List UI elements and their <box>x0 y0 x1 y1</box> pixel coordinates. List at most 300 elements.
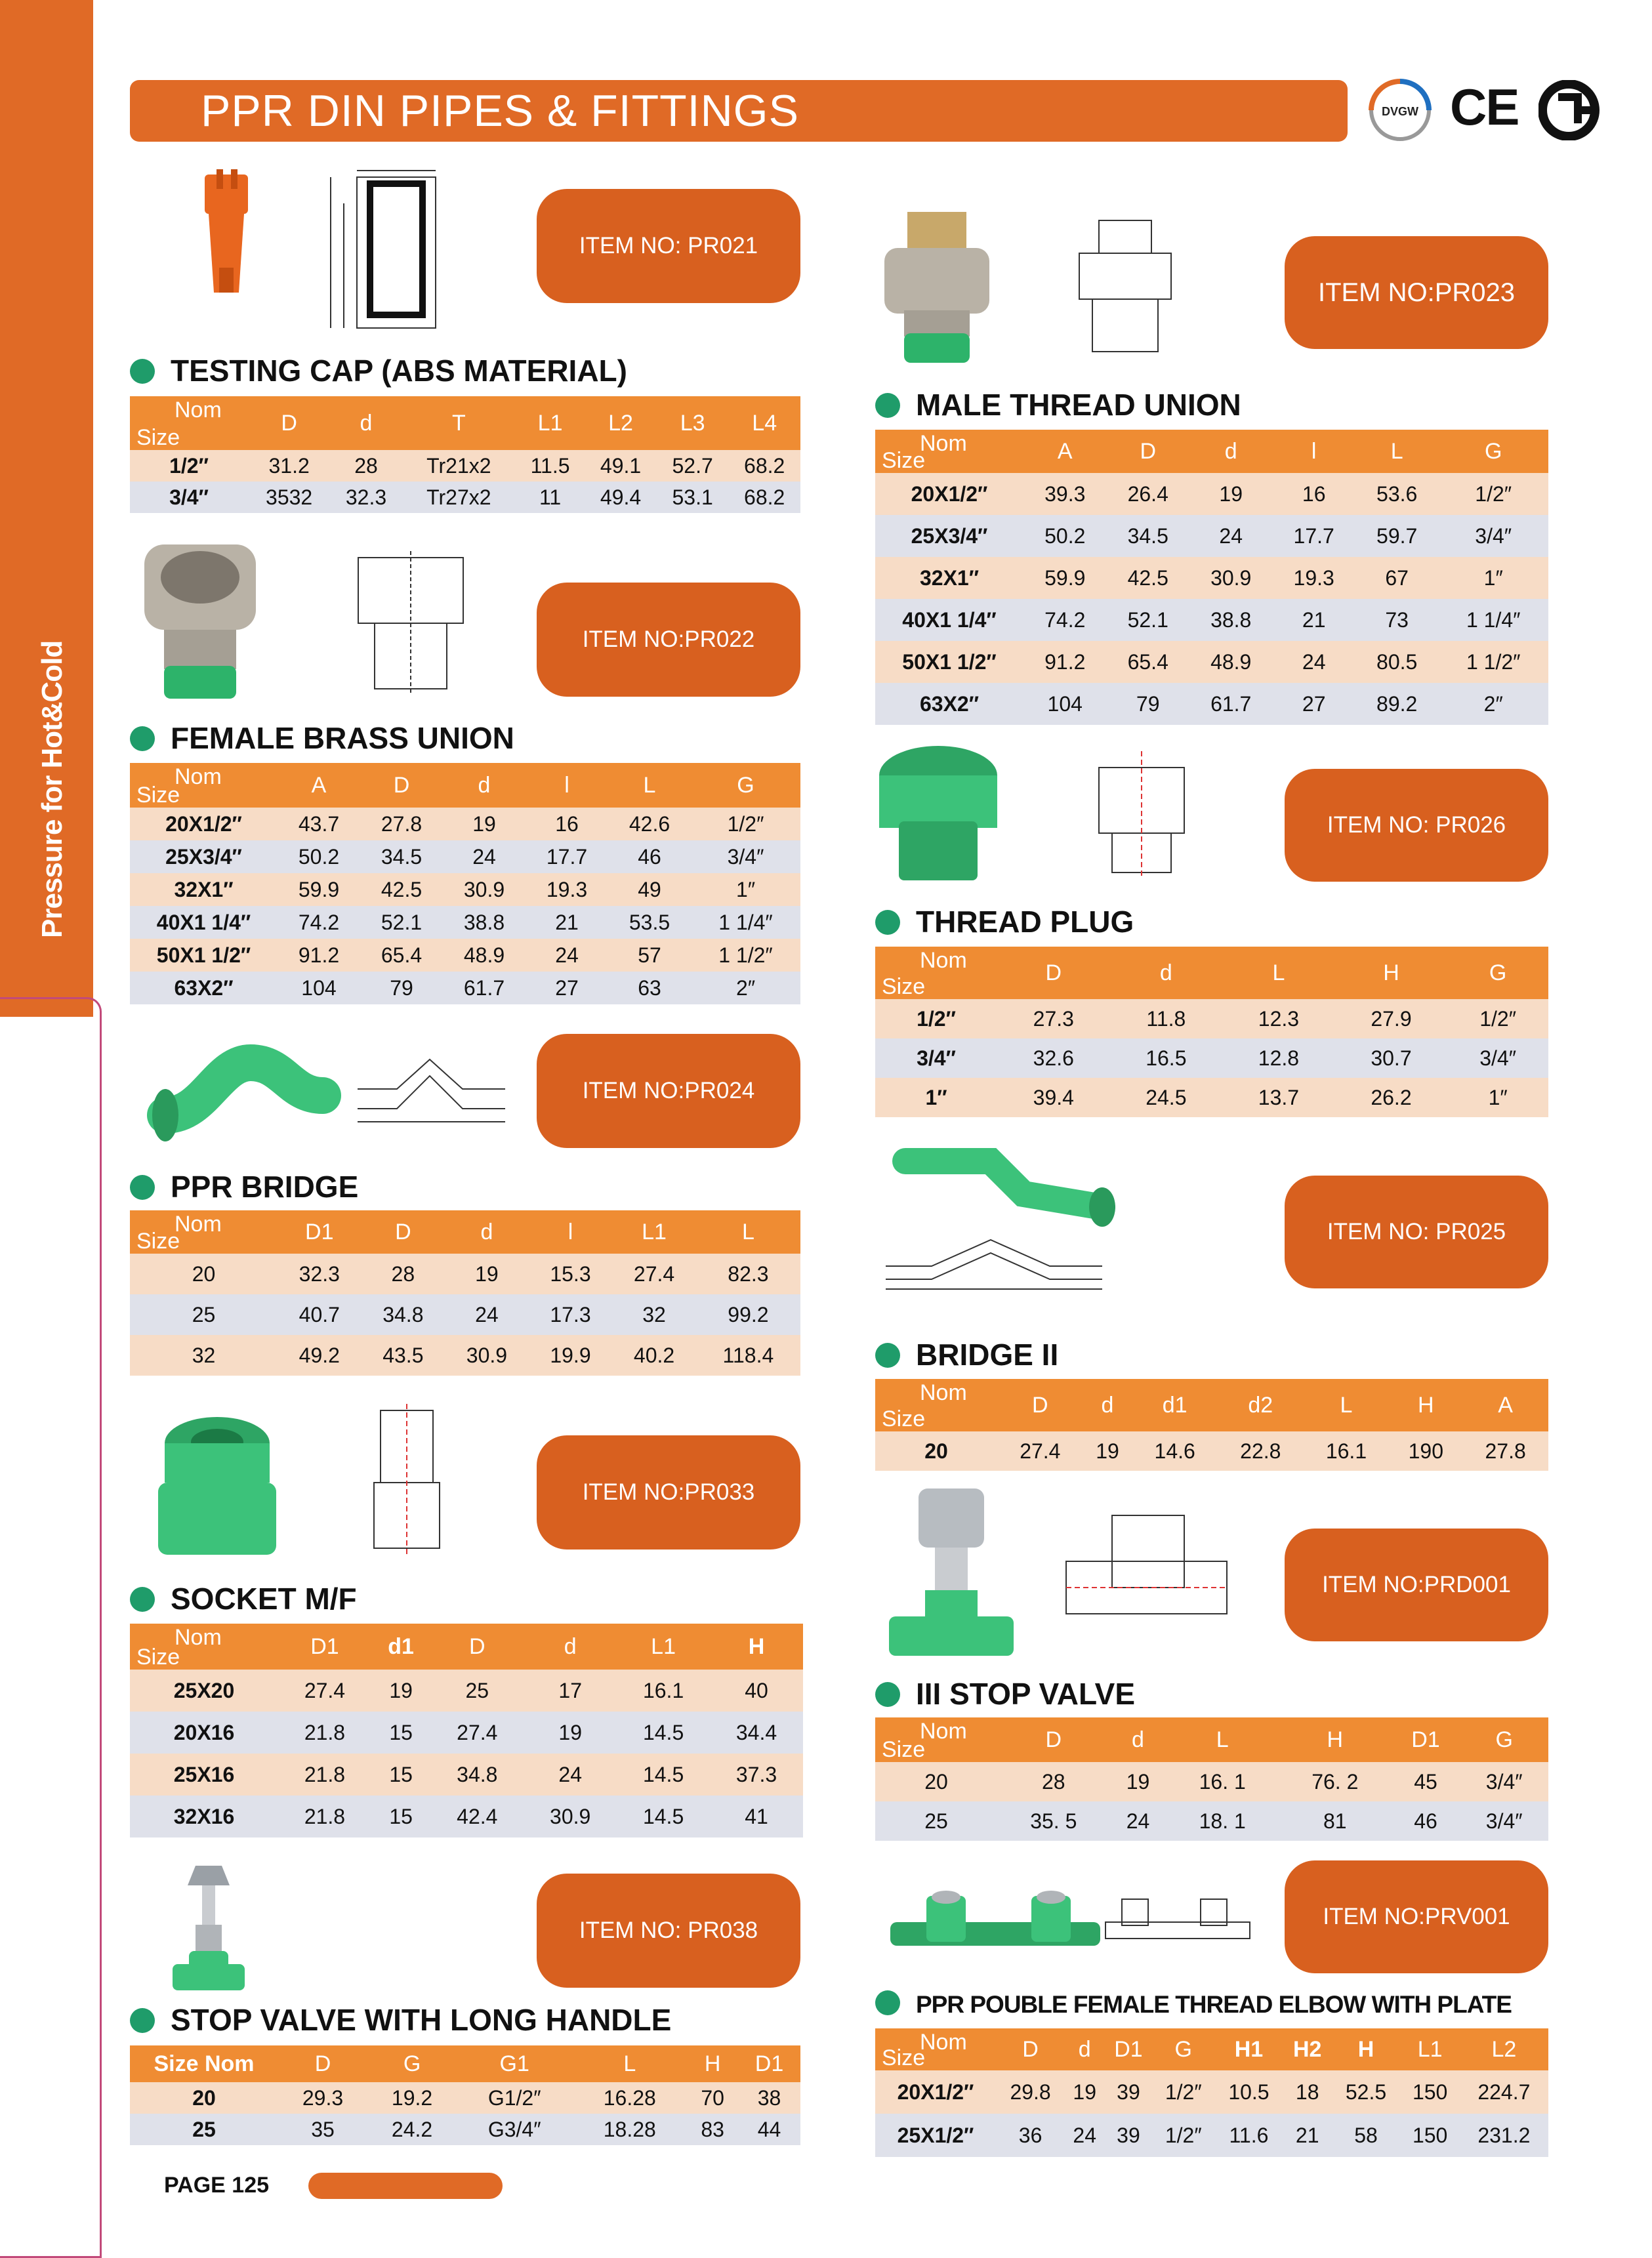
table-cell: 40.7 <box>278 1294 361 1335</box>
table-cell: 24.5 <box>1110 1078 1223 1117</box>
column-header: d2 <box>1218 1379 1304 1431</box>
table-cell: 30.9 <box>524 1796 617 1837</box>
column-header: A <box>278 763 360 808</box>
table-cell: 3532 <box>248 482 330 513</box>
table-cell: 63X2″ <box>130 972 278 1004</box>
table-cell: 34.8 <box>361 1294 445 1335</box>
table-cell: 32X1″ <box>130 873 278 906</box>
table-row <box>875 999 1548 1038</box>
column-header: D1 <box>1392 1717 1460 1762</box>
stop-valve-long-table <box>130 2045 800 2145</box>
table-cell: 24.2 <box>367 2114 457 2145</box>
column-header: D1 <box>278 1624 371 1670</box>
table-cell: 31.2 <box>248 450 330 482</box>
table-row <box>875 2070 1548 2114</box>
column-header: L1 <box>516 396 585 450</box>
item-pr025-badge: ITEM NO: PR025 <box>1285 1176 1548 1288</box>
section-title-testing-cap: TESTING CAP (ABS MATERIAL) <box>130 353 627 388</box>
table-cell: 27.4 <box>430 1712 524 1754</box>
nom-size-header: Nom Size <box>875 947 997 999</box>
table-cell: 40X1 1/4″ <box>130 906 278 939</box>
table-cell: 14.6 <box>1132 1431 1218 1471</box>
table-cell: 81 <box>1279 1801 1392 1841</box>
table-cell: 18.28 <box>572 2114 687 2145</box>
table-cell: 3/4″ <box>1460 1762 1548 1801</box>
nom-size-header: Nom Size <box>875 1379 997 1431</box>
table-cell: 24 <box>445 1294 529 1335</box>
table-cell: 21 <box>1283 2114 1331 2157</box>
table-cell: 83 <box>687 2114 738 2145</box>
table-cell: 42.4 <box>430 1796 524 1837</box>
column-header: H <box>687 2045 738 2082</box>
table-cell: 24 <box>1110 1801 1167 1841</box>
table-row <box>130 840 800 873</box>
table-row <box>875 2114 1548 2157</box>
table-cell: 50X1 1/2″ <box>875 641 1023 683</box>
ppr-bridge-photo <box>146 1037 342 1151</box>
table-cell: 48.9 <box>443 939 526 972</box>
thread-plug-photo <box>873 743 1004 884</box>
bullet-dot <box>875 1682 900 1707</box>
table-cell: 34.4 <box>710 1712 803 1754</box>
table-cell: 1 1/4″ <box>1438 599 1548 641</box>
table-cell: 104 <box>278 972 360 1004</box>
column-header: d <box>1065 2028 1104 2070</box>
table-cell: 16. 1 <box>1166 1762 1279 1801</box>
table-cell: 25X16 <box>130 1754 278 1796</box>
table-cell: 65.4 <box>360 939 443 972</box>
table-row <box>875 515 1548 557</box>
table-row <box>130 482 800 513</box>
column-header: d1 <box>1132 1379 1218 1431</box>
column-header: d1 <box>371 1624 430 1670</box>
table-cell: 46 <box>608 840 691 873</box>
item-prv001-badge: ITEM NO:PRV001 <box>1285 1860 1548 1973</box>
column-header: D <box>360 763 443 808</box>
table-cell: 49 <box>608 873 691 906</box>
table-cell: 76. 2 <box>1279 1762 1392 1801</box>
table-cell: 82.3 <box>696 1254 800 1294</box>
table-row <box>875 473 1548 515</box>
header-row <box>130 2045 800 2082</box>
nom-size-header: Nom Size <box>130 1624 278 1670</box>
column-header: L <box>696 1210 800 1254</box>
table-cell: 12.3 <box>1222 999 1335 1038</box>
column-header: D1 <box>278 1210 361 1254</box>
table-cell: 25 <box>875 1801 997 1841</box>
elbow-plate-drawing <box>1102 1889 1253 1955</box>
table-cell: 2″ <box>1438 683 1548 725</box>
table-cell: 39.3 <box>1023 473 1106 515</box>
table-cell: 30.7 <box>1335 1038 1448 1078</box>
table-cell: 52.1 <box>1106 599 1189 641</box>
table-cell: 39 <box>1104 2114 1152 2157</box>
table-cell: 20X1/2″ <box>875 473 1023 515</box>
table-cell: 36 <box>996 2114 1065 2157</box>
table-cell: 19 <box>371 1670 430 1712</box>
footer-bar <box>308 2173 503 2199</box>
thread-plug-table <box>875 947 1548 1117</box>
column-header: H1 <box>1214 2028 1283 2070</box>
table-cell: 30.9 <box>443 873 526 906</box>
table-cell: 32.6 <box>997 1038 1110 1078</box>
table-cell: 17.7 <box>1272 515 1355 557</box>
item-pr026-badge: ITEM NO: PR026 <box>1285 769 1548 882</box>
bullet-dot <box>130 1587 155 1612</box>
ppr-bridge-drawing <box>351 1050 512 1135</box>
table-cell: 19 <box>1065 2070 1104 2114</box>
column-header: G <box>1460 1717 1548 1762</box>
table-cell: 27.8 <box>1462 1431 1548 1471</box>
table-cell: 61.7 <box>1189 683 1272 725</box>
female-union-table <box>130 763 800 1004</box>
bullet-dot <box>130 726 155 751</box>
table-row <box>130 450 800 482</box>
column-header: H <box>1335 947 1448 999</box>
table-cell: 20X1/2″ <box>875 2070 996 2114</box>
table-cell: 67 <box>1355 557 1438 599</box>
column-header: L4 <box>728 396 800 450</box>
table-cell: 1 1/2″ <box>691 939 800 972</box>
nom-size-header: Nom Size <box>130 1210 278 1254</box>
column-header: L <box>572 2045 687 2082</box>
table-cell: 21.8 <box>278 1796 371 1837</box>
table-cell: 20X16 <box>130 1712 278 1754</box>
table-cell: 20 <box>130 1254 278 1294</box>
table-cell: 15.3 <box>529 1254 613 1294</box>
table-cell: 21 <box>526 906 608 939</box>
table-cell: 39.4 <box>997 1078 1110 1117</box>
item-pr022-badge: ITEM NO:PR022 <box>537 583 800 697</box>
table-cell: 1″ <box>1447 1078 1548 1117</box>
column-header: G <box>691 763 800 808</box>
table-cell: 38.8 <box>1189 599 1272 641</box>
column-header: G <box>1153 2028 1214 2070</box>
header-row <box>130 1210 800 1254</box>
item-prd001-badge: ITEM NO:PRD001 <box>1285 1529 1548 1641</box>
table-row <box>130 808 800 840</box>
table-cell: 32 <box>130 1335 278 1376</box>
column-header: D <box>996 2028 1065 2070</box>
table-cell: 1/2″ <box>1447 999 1548 1038</box>
table-cell: 79 <box>1106 683 1189 725</box>
table-cell: 32 <box>612 1294 696 1335</box>
table-cell: 16.1 <box>617 1670 710 1712</box>
table-cell: 16 <box>526 808 608 840</box>
table-row <box>130 906 800 939</box>
table-cell: 17.3 <box>529 1294 613 1335</box>
table-cell: 19 <box>445 1254 529 1294</box>
item-pr021-badge: ITEM NO: PR021 <box>537 189 800 303</box>
table-cell: 27 <box>526 972 608 1004</box>
testing-cap-photo <box>197 169 256 300</box>
table-cell: 50.2 <box>278 840 360 873</box>
column-header: d <box>330 396 402 450</box>
ppr-bridge-table <box>130 1210 800 1376</box>
table-row <box>130 2114 800 2145</box>
column-header: H <box>1279 1717 1392 1762</box>
column-header: G <box>1447 947 1548 999</box>
table-cell: Tr27x2 <box>402 482 516 513</box>
table-cell: 43.7 <box>278 808 360 840</box>
table-cell: 24 <box>1189 515 1272 557</box>
column-header: L1 <box>1401 2028 1460 2070</box>
table-cell: 19.3 <box>526 873 608 906</box>
column-header: D <box>278 2045 367 2082</box>
bridge2-photo <box>892 1141 1119 1233</box>
table-cell: 42.5 <box>1106 557 1189 599</box>
table-cell: 118.4 <box>696 1335 800 1376</box>
table-cell: 80.5 <box>1355 641 1438 683</box>
table-cell: 63 <box>608 972 691 1004</box>
table-cell: 25 <box>130 1294 278 1335</box>
table-cell: 3/4″ <box>130 482 248 513</box>
table-cell: 27.4 <box>997 1431 1083 1471</box>
table-row <box>130 972 800 1004</box>
table-cell: 34.5 <box>360 840 443 873</box>
socket-drawing <box>348 1397 466 1561</box>
table-cell: 39 <box>1104 2070 1152 2114</box>
table-cell: 26.4 <box>1106 473 1189 515</box>
table-cell: 74.2 <box>1023 599 1106 641</box>
stop-valve3-photo <box>886 1485 1017 1659</box>
column-header: L <box>1355 430 1438 473</box>
table-cell: 53.5 <box>608 906 691 939</box>
column-header: L2 <box>1460 2028 1548 2070</box>
table-cell: 1/2″ <box>875 999 997 1038</box>
table-cell: 34.8 <box>430 1754 524 1796</box>
table-cell: 65.4 <box>1106 641 1189 683</box>
table-cell: G3/4″ <box>457 2114 572 2145</box>
header-row <box>875 430 1548 473</box>
table-cell: 27.8 <box>360 808 443 840</box>
table-cell: 52.5 <box>1331 2070 1400 2114</box>
stop-valve3-table <box>875 1717 1548 1841</box>
size-nom-header: Size Nom <box>130 2045 278 2082</box>
table-row <box>875 557 1548 599</box>
table-row <box>130 1754 803 1796</box>
table-cell: 44 <box>738 2114 800 2145</box>
page-number: PAGE 125 <box>164 2173 270 2198</box>
header-row <box>875 1717 1548 1762</box>
table-cell: 190 <box>1389 1431 1462 1471</box>
table-cell: 32.3 <box>278 1254 361 1294</box>
table-cell: 27.9 <box>1335 999 1448 1038</box>
table-cell: 27.4 <box>278 1670 371 1712</box>
section-title-female-union: FEMALE BRASS UNION <box>130 720 514 756</box>
table-cell: 28 <box>361 1254 445 1294</box>
section-title-elbow-plate: PPR POUBLE FEMALE THREAD ELBOW WITH PLATE <box>875 1990 1512 2019</box>
bullet-dot <box>875 1343 900 1368</box>
page-frame <box>0 997 102 2258</box>
table-cell: 35. 5 <box>997 1801 1110 1841</box>
table-cell: 231.2 <box>1460 2114 1548 2157</box>
column-header: L <box>1222 947 1335 999</box>
table-cell: 57 <box>608 939 691 972</box>
table-cell: 68.2 <box>728 482 800 513</box>
table-row <box>875 641 1548 683</box>
table-row <box>130 873 800 906</box>
table-row <box>130 1294 800 1335</box>
table-row <box>130 1796 803 1837</box>
column-header: L2 <box>585 396 657 450</box>
female-union-photo <box>131 538 269 702</box>
table-row <box>875 1431 1548 1471</box>
bullet-dot <box>875 1990 900 2015</box>
table-cell: 29.8 <box>996 2070 1065 2114</box>
table-cell: 28 <box>330 450 402 482</box>
table-cell: 38.8 <box>443 906 526 939</box>
table-cell: 53.1 <box>657 482 729 513</box>
table-cell: 46 <box>1392 1801 1460 1841</box>
table-row <box>130 1335 800 1376</box>
nom-size-header: Nom Size <box>130 763 278 808</box>
sidebar-label <box>36 845 62 938</box>
table-cell: 2″ <box>691 972 800 1004</box>
table-cell: 19 <box>1083 1431 1132 1471</box>
table-cell: 32X16 <box>130 1796 278 1837</box>
bridge2-drawing <box>879 1227 1128 1292</box>
table-cell: 35 <box>278 2114 367 2145</box>
table-row <box>130 1670 803 1712</box>
table-cell: 22.8 <box>1218 1431 1304 1471</box>
column-header: D <box>248 396 330 450</box>
nom-size-header: Nom Size <box>875 1717 997 1762</box>
table-cell: 30.9 <box>445 1335 529 1376</box>
table-cell: 1/2″ <box>691 808 800 840</box>
table-cell: 1/2″ <box>1438 473 1548 515</box>
table-cell: 21 <box>1272 599 1355 641</box>
table-cell: 19 <box>524 1712 617 1754</box>
bullet-dot <box>130 359 155 384</box>
table-cell: 32.3 <box>330 482 402 513</box>
table-cell: 20 <box>875 1431 997 1471</box>
table-cell: 25X1/2″ <box>875 2114 996 2157</box>
column-header: L3 <box>657 396 729 450</box>
table-cell: 1/2″ <box>130 450 248 482</box>
table-cell: 16.5 <box>1110 1038 1223 1078</box>
table-cell: 24 <box>526 939 608 972</box>
column-header: D <box>997 947 1110 999</box>
section-title-male-union: MALE THREAD UNION <box>875 387 1241 422</box>
table-cell: 25 <box>430 1670 524 1712</box>
table-cell: 3/4″ <box>1447 1038 1548 1078</box>
table-cell: 15 <box>371 1796 430 1837</box>
table-row <box>875 683 1548 725</box>
table-cell: 25X3/4″ <box>130 840 278 873</box>
table-cell: 50.2 <box>1023 515 1106 557</box>
table-cell: 15 <box>371 1754 430 1796</box>
column-header: G <box>367 2045 457 2082</box>
column-header: T <box>402 396 516 450</box>
table-row <box>130 1254 800 1294</box>
column-header: L1 <box>617 1624 710 1670</box>
section-title-ppr-bridge: PPR BRIDGE <box>130 1169 358 1204</box>
table-cell: 28 <box>997 1762 1110 1801</box>
table-cell: 19 <box>443 808 526 840</box>
table-cell: 45 <box>1392 1762 1460 1801</box>
column-header: D <box>361 1210 445 1254</box>
header-row <box>875 947 1548 999</box>
table-cell: 49.4 <box>585 482 657 513</box>
item-pr024-badge: ITEM NO:PR024 <box>537 1034 800 1148</box>
table-cell: 50X1 1/2″ <box>130 939 278 972</box>
thread-plug-drawing <box>1079 748 1204 886</box>
table-cell: 1 1/2″ <box>1438 641 1548 683</box>
table-row <box>130 2082 800 2114</box>
column-header: d <box>1189 430 1272 473</box>
table-cell: 53.6 <box>1355 473 1438 515</box>
column-header: d <box>524 1624 617 1670</box>
socket-photo <box>148 1410 286 1568</box>
table-cell: 59.9 <box>1023 557 1106 599</box>
column-header: A <box>1023 430 1106 473</box>
table-cell: 19 <box>1110 1762 1167 1801</box>
table-cell: 10.5 <box>1214 2070 1283 2114</box>
table-row <box>130 1712 803 1754</box>
table-cell: 1/2″ <box>1153 2114 1214 2157</box>
section-title-bridge2: BRIDGE II <box>875 1337 1058 1372</box>
table-cell: G1/2″ <box>457 2082 572 2114</box>
column-header: G1 <box>457 2045 572 2082</box>
table-cell: 150 <box>1401 2070 1460 2114</box>
table-cell: 16.1 <box>1304 1431 1390 1471</box>
male-union-table <box>875 430 1548 725</box>
column-header: L <box>1304 1379 1390 1431</box>
column-header: L <box>608 763 691 808</box>
table-cell: 79 <box>360 972 443 1004</box>
table-cell: 150 <box>1401 2114 1460 2157</box>
table-row <box>875 1762 1548 1801</box>
table-cell: 1″ <box>875 1078 997 1117</box>
column-header: d <box>443 763 526 808</box>
table-cell: 40.2 <box>612 1335 696 1376</box>
table-cell: 3/4″ <box>691 840 800 873</box>
table-cell: 3/4″ <box>875 1038 997 1078</box>
table-cell: 1″ <box>1438 557 1548 599</box>
table-cell: 3/4″ <box>1460 1801 1548 1841</box>
table-cell: 70 <box>687 2082 738 2114</box>
table-cell: 74.2 <box>278 906 360 939</box>
table-cell: 34.5 <box>1106 515 1189 557</box>
stop-valve-long-photo <box>169 1859 248 1997</box>
table-cell: 73 <box>1355 599 1438 641</box>
table-cell: 1 1/4″ <box>691 906 800 939</box>
table-cell: 52.1 <box>360 906 443 939</box>
table-row <box>875 1038 1548 1078</box>
table-cell: 24 <box>1272 641 1355 683</box>
table-cell: 25 <box>130 2114 278 2145</box>
table-cell: 41 <box>710 1796 803 1837</box>
table-cell: 14.5 <box>617 1754 710 1796</box>
table-cell: 89.2 <box>1355 683 1438 725</box>
table-cell: 48.9 <box>1189 641 1272 683</box>
table-cell: 1/2″ <box>1153 2070 1214 2114</box>
table-cell: 27.4 <box>612 1254 696 1294</box>
table-cell: Tr21x2 <box>402 450 516 482</box>
table-cell: 52.7 <box>657 450 729 482</box>
table-cell: 19.9 <box>529 1335 613 1376</box>
column-header: G <box>1438 430 1548 473</box>
table-cell: 24 <box>1065 2114 1104 2157</box>
column-header: L1 <box>612 1210 696 1254</box>
stop-valve3-drawing <box>1060 1509 1233 1640</box>
nom-size-header: Nom Size <box>130 396 248 450</box>
table-cell: 17 <box>524 1670 617 1712</box>
section-title-stop-valve3: III STOP VALVE <box>875 1676 1135 1712</box>
female-union-drawing <box>339 544 483 702</box>
ce-mark: CE <box>1450 78 1519 136</box>
